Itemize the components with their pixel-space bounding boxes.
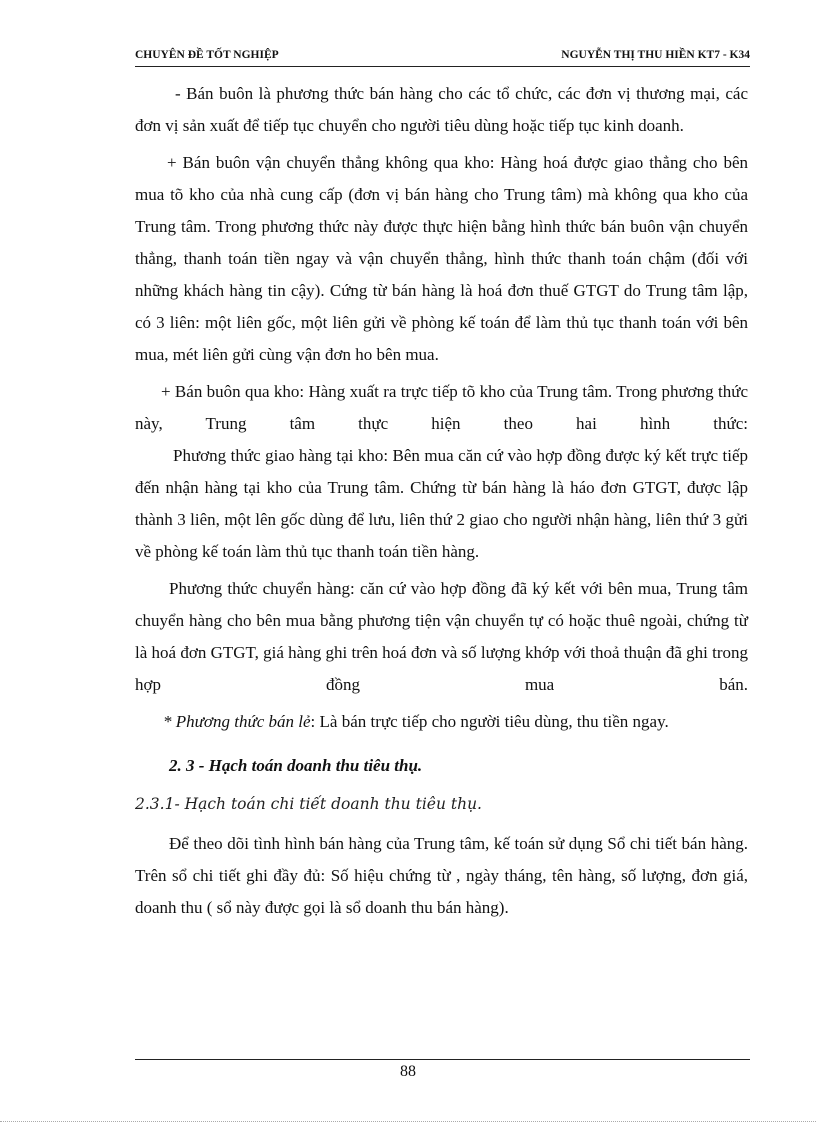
retail-label: * Phương thức bán lẻ bbox=[163, 712, 311, 731]
header-title: CHUYÊN ĐỀ TỐT NGHIỆP bbox=[135, 49, 279, 61]
section-heading: 2. 3 - Hạch toán doanh thu tiêu thụ. bbox=[169, 756, 423, 775]
paragraph-shipping-method: Phương thức chuyển hàng: căn cứ vào hợp đồng đã ký kết với bên mua, Trung tâm chuyển hàng cho bên mua bằng phương tiện vận chuyển tự có hoặc thuê ngoài, chứng từ là hoá đơn GTGT, giá hàng ghi trên hoá đơn và số lượng khớp với thoả thuận đã ghi trong hợp đồng mua bán. bbox=[135, 579, 748, 694]
paragraph-delivery-at-warehouse: Phương thức giao hàng tại kho: Bên mua căn cứ vào hợp đồng được ký kết trực tiếp đến nhận hàng tại kho của Trung tâm. Chứng từ bán hàng là háo đơn GTGT, được lập thành 3 liên, một lên gốc dùng để lưu, liên thứ 2 giao cho người nhận hàng, liên thứ 3 gửi về phòng kế toán làm thủ tục thanh toán tiền hàng. bbox=[135, 446, 748, 561]
retail-text: : Là bán trực tiếp cho người tiêu dùng, thu tiền ngay. bbox=[310, 712, 669, 731]
page-bottom-edge bbox=[0, 1121, 816, 1122]
paragraph-warehouse-wholesale: + Bán buôn qua kho: Hàng xuất ra trực tiếp tõ kho của Trung tâm. Trong phương thức này, Trung tâm thực hiện theo hai hình thức: bbox=[135, 382, 748, 433]
paragraph-direct-wholesale: + Bán buôn vận chuyển thẳng không qua kho: Hàng hoá được giao thẳng cho bên mua tõ kho của nhà cung cấp (đơn vị bán hàng cho Trung tâm) mà không qua kho của Trung tâm. Trong phương thức này được thực hiện bằng hình thức bán buôn vận chuyển thẳng, thanh toán tiền ngay và vận chuyển thẳng, hình thức thanh toán chậm (đối với những khách hàng tin cậy). Cứng từ bán hàng là hoá đơn thuế GTGT do Trung tâm lập, có 3 liên: một liên gốc, một liên gửi về phòng kế toán để làm thủ tục thanh toán với bên mua, mét liên gửi cùng vận đơn ho bên mua. bbox=[135, 153, 748, 364]
page-number: 88 bbox=[400, 1063, 416, 1080]
header-author: NGUYỄN THỊ THU HIỀN KT7 - K34 bbox=[561, 49, 750, 61]
paragraph-sales-ledger: Để theo dõi tình hình bán hàng của Trung tâm, kế toán sử dụng Sổ chi tiết bán hàng. Trên sổ chi tiết ghi đầy đủ: Số hiệu chứng từ , ngày tháng, tên hàng, số lượng, đơn giá, doanh thu ( sổ này được gọi là sổ doanh thu bán hàng). bbox=[135, 834, 748, 917]
paragraph-retail bbox=[135, 706, 748, 738]
subsection-heading: 2.3.1- Hạch toán chi tiết doanh thu tiêu thụ. bbox=[135, 795, 482, 813]
document-body bbox=[135, 78, 748, 924]
footer-divider bbox=[135, 1059, 750, 1060]
page-header bbox=[135, 46, 750, 67]
paragraph-wholesale: - Bán buôn là phương thức bán hàng cho các tổ chức, các đơn vị thương mại, các đơn vị sản xuất để tiếp tục chuyển cho người tiêu dùng hoặc tiếp tục kinh doanh. bbox=[135, 84, 748, 135]
